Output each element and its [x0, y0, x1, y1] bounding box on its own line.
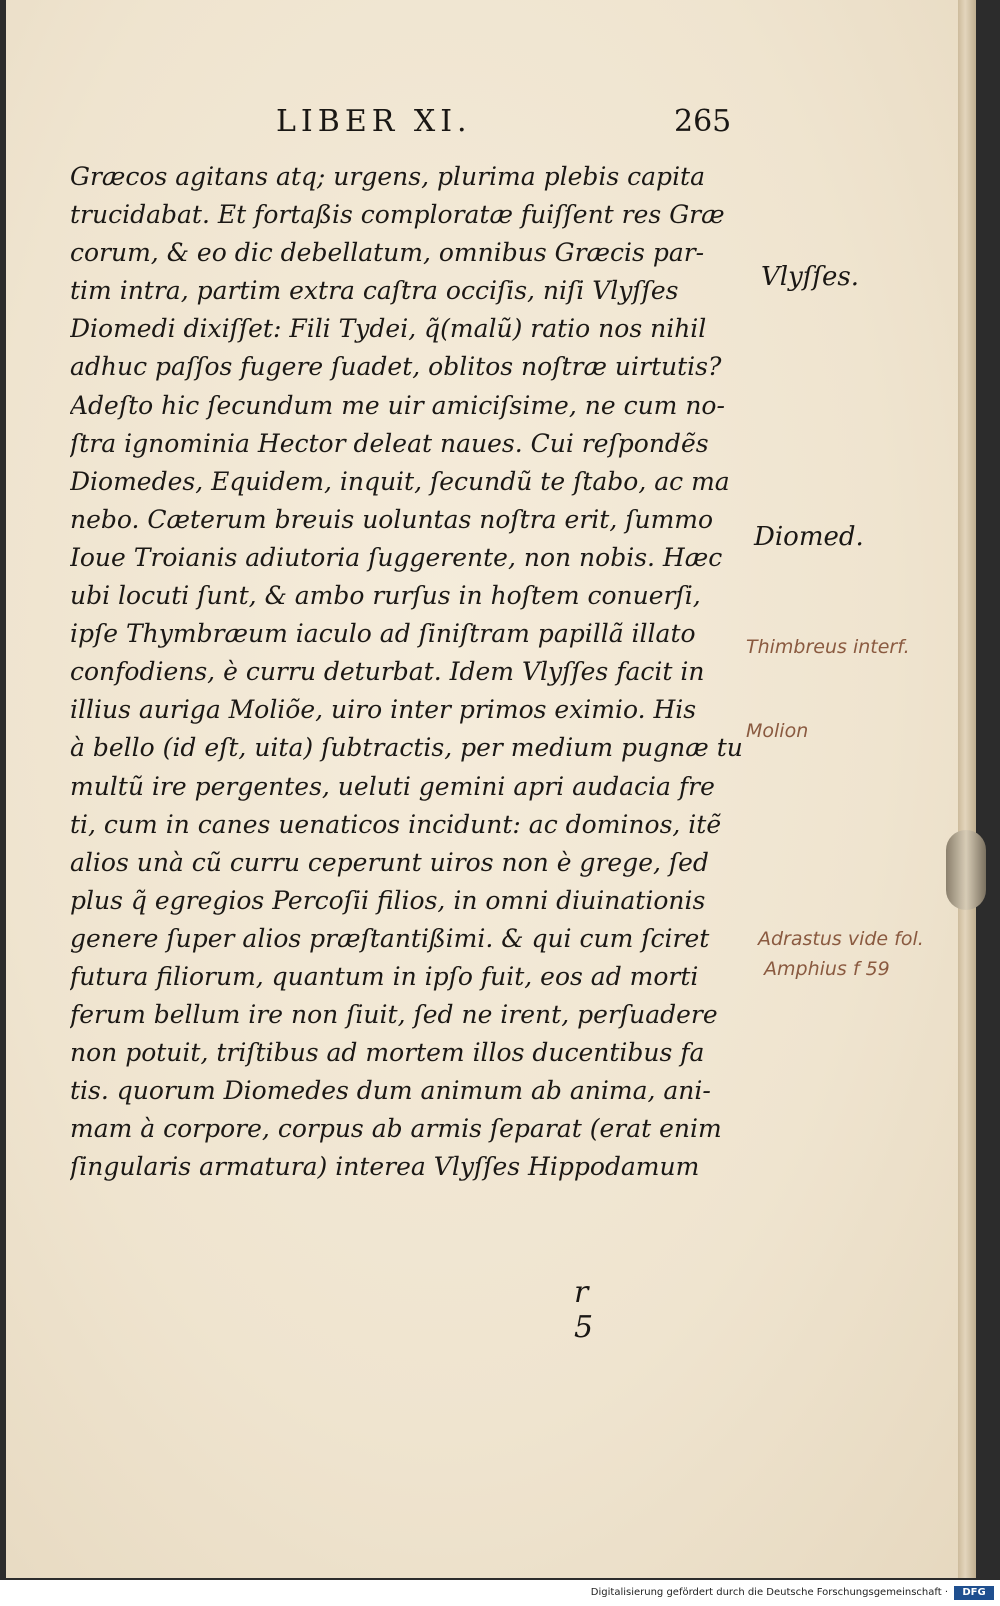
- text-line: plus q̃ egregios Percoſii filios, in omni diuinationis: [70, 885, 706, 915]
- text-line: illius auriga Moliõe, uiro inter primos eximio. His: [70, 695, 697, 725]
- marginal-note-diomedes: Diomed.: [754, 522, 864, 552]
- text-line: confodiens, è curru deturbat. Idem Vlyſſes facit in: [70, 657, 705, 687]
- footer-bar: [0, 1581, 1000, 1606]
- text-line: tis. quorum Diomedes dum animum ab anima, ani-: [70, 1076, 711, 1106]
- handwritten-note-molion: Molion: [746, 720, 809, 742]
- text-line: alios unà cũ curru ceperunt uiros non è grege, ſed: [70, 847, 709, 877]
- text-line: non potuit, triſtibus ad mortem illos ducentibus fa: [70, 1038, 705, 1068]
- text-line: adhuc paſſos fugere ſuadet, oblitos noſtræ uirtutis?: [70, 352, 722, 382]
- text-line: genere ſuper alios præſtantißimi. & qui cum ſciret: [70, 923, 710, 953]
- text-line: futura filiorum, quantum in ipſo fuit, eos ad morti: [70, 961, 699, 991]
- handwritten-note-adrastus: Adrastus vide fol.: [758, 928, 924, 950]
- text-line: multũ ire pergentes, ueluti gemini apri audacia fre: [70, 771, 715, 801]
- text-line: ſingularis armatura) interea Vlyſſes Hippodamum: [70, 1152, 700, 1182]
- text-line: Diomedi dixiſſet: Fili Tydei, q̃(malũ) ratio nos nihil: [70, 314, 707, 344]
- text-line: ſtra ignominia Hector deleat naues. Cui reſpondẽs: [70, 428, 709, 458]
- text-line: ipſe Thymbræum iaculo ad ſiniſtram papillã illato: [70, 619, 696, 649]
- text-line: Diomedes, Equidem, inquit, ſecundũ te ſtabo, ac ma: [70, 466, 730, 496]
- text-line: Adeſto hic ſecundum me uir amiciſsime, ne cum no-: [70, 390, 725, 420]
- footer-credit: Digitalisierung gefördert durch die Deutsche Forschungsgemeinschaft ·: [590, 1587, 948, 1598]
- text-line: à bello (id eſt, uita) ſubtractis, per medium pugnæ tu: [70, 733, 743, 763]
- dfg-logo-icon: DFG: [954, 1586, 994, 1600]
- folio-number: 265: [674, 104, 732, 139]
- text-line: Ioue Troianis adiutoria ſuggerente, non nobis. Hæc: [70, 542, 723, 572]
- text-line: corum, & eo dic debellatum, omnibus Græcis par-: [70, 238, 705, 268]
- text-line: Græcos agitans atq; urgens, plurima plebis capita: [70, 162, 706, 191]
- running-head: LIBER XI.: [276, 104, 472, 139]
- body-text: [70, 158, 760, 1187]
- text-line: trucidabat. Et fortaßis comploratæ fuiſſent res Græ: [70, 200, 725, 230]
- text-line: nebo. Cæterum breuis uoluntas noſtra erit, ſummo: [70, 504, 714, 534]
- text-line: mam à corpore, corpus ab armis ſeparat (erat enim: [70, 1114, 722, 1144]
- book-clasp: [946, 830, 986, 910]
- page-fore-edge: [958, 0, 976, 1578]
- marginal-note-ulysses: Vlyſſes.: [761, 262, 860, 292]
- text-line: ti, cum in canes uenaticos incidunt: ac dominos, itẽ: [70, 809, 722, 839]
- signature-mark: r 5: [574, 1275, 612, 1345]
- text-line: tim intra, partim extra caſtra occiſis, niſi Vlyſſes: [70, 276, 679, 306]
- handwritten-note-amphius: Amphius f 59: [764, 958, 890, 980]
- book-page: [6, 0, 972, 1578]
- text-line: ferum bellum ire non ſiuit, ſed ne irent, perſuadere: [70, 1000, 718, 1030]
- handwritten-note-thymbraeus: Thimbreus interf.: [746, 636, 910, 658]
- text-line: ubi locuti ſunt, & ambo rurſus in hoſtem conuerſi,: [70, 581, 701, 611]
